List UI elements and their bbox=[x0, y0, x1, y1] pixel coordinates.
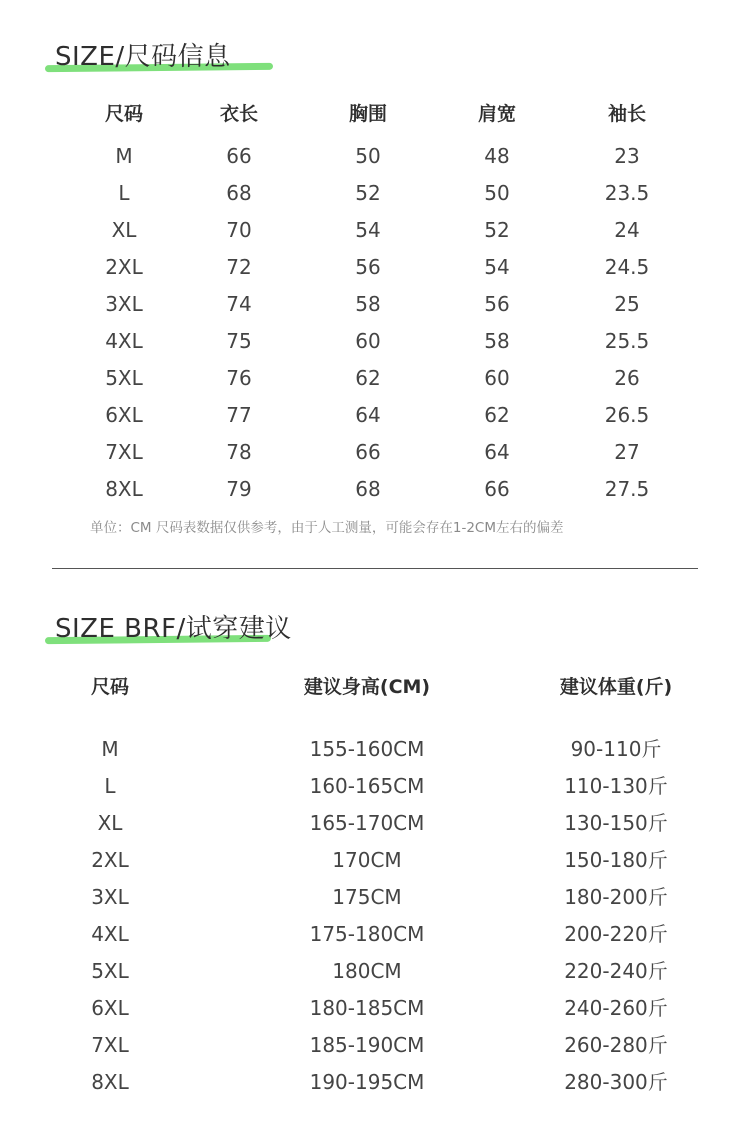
table-row bbox=[0, 326, 750, 356]
cell-weight: 110-130斤 bbox=[564, 774, 668, 798]
cell-size: 5XL bbox=[91, 959, 129, 983]
cell-sleeve: 24.5 bbox=[604, 255, 650, 279]
cell-size: XL bbox=[97, 811, 123, 835]
table-row bbox=[0, 289, 750, 319]
table-row bbox=[0, 363, 750, 393]
table-row bbox=[0, 956, 750, 986]
cell-height: 185-190CM bbox=[309, 1033, 425, 1057]
cell-height: 180CM bbox=[332, 959, 402, 983]
table-row bbox=[0, 1030, 750, 1060]
size-table-header bbox=[0, 99, 750, 129]
cell-shoulder: 66 bbox=[484, 477, 510, 501]
cell-chest: 66 bbox=[355, 440, 381, 464]
cell-chest: 64 bbox=[355, 403, 381, 427]
cell-length: 77 bbox=[226, 403, 252, 427]
cell-height: 165-170CM bbox=[309, 811, 425, 835]
advice-section-title: SIZE BRF/试穿建议 bbox=[55, 614, 292, 644]
table-row bbox=[0, 400, 750, 430]
cell-sleeve: 27.5 bbox=[604, 477, 650, 501]
table-row bbox=[0, 808, 750, 838]
header-height: 建议身高(CM) bbox=[303, 676, 431, 698]
cell-height: 155-160CM bbox=[309, 737, 425, 761]
cell-shoulder: 58 bbox=[484, 329, 510, 353]
cell-weight: 220-240斤 bbox=[564, 959, 668, 983]
size-section-title: SIZE/尺码信息 bbox=[55, 42, 231, 72]
cell-shoulder: 62 bbox=[484, 403, 510, 427]
table-row bbox=[0, 993, 750, 1023]
cell-chest: 60 bbox=[355, 329, 381, 353]
cell-height: 180-185CM bbox=[309, 996, 425, 1020]
cell-size: M bbox=[101, 737, 119, 761]
cell-shoulder: 64 bbox=[484, 440, 510, 464]
cell-shoulder: 52 bbox=[484, 218, 510, 242]
cell-chest: 68 bbox=[355, 477, 381, 501]
cell-length: 72 bbox=[226, 255, 252, 279]
cell-shoulder: 54 bbox=[484, 255, 510, 279]
cell-length: 78 bbox=[226, 440, 252, 464]
cell-size: 4XL bbox=[91, 922, 129, 946]
cell-size: L bbox=[118, 181, 130, 205]
cell-weight: 280-300斤 bbox=[564, 1070, 668, 1094]
cell-size: XL bbox=[111, 218, 137, 242]
cell-sleeve: 26 bbox=[614, 366, 640, 390]
cell-size: 7XL bbox=[105, 440, 143, 464]
cell-height: 175-180CM bbox=[309, 922, 425, 946]
cell-chest: 52 bbox=[355, 181, 381, 205]
cell-size: 8XL bbox=[91, 1070, 129, 1094]
cell-weight: 260-280斤 bbox=[564, 1033, 668, 1057]
cell-sleeve: 26.5 bbox=[604, 403, 650, 427]
cell-size: 5XL bbox=[105, 366, 143, 390]
cell-weight: 130-150斤 bbox=[564, 811, 668, 835]
table-row bbox=[0, 215, 750, 245]
cell-chest: 62 bbox=[355, 366, 381, 390]
table-row bbox=[0, 1067, 750, 1097]
header-sleeve: 袖长 bbox=[607, 103, 647, 125]
measurement-note: 单位：CM 尺码表数据仅供参考，由于人工测量，可能会存在1-2CM左右的偏差 bbox=[90, 520, 564, 536]
cell-size: 6XL bbox=[105, 403, 143, 427]
cell-weight: 200-220斤 bbox=[564, 922, 668, 946]
cell-sleeve: 23.5 bbox=[604, 181, 650, 205]
cell-length: 79 bbox=[226, 477, 252, 501]
cell-size: M bbox=[115, 144, 133, 168]
cell-weight: 90-110斤 bbox=[570, 737, 662, 761]
cell-size: 2XL bbox=[91, 848, 129, 872]
cell-height: 190-195CM bbox=[309, 1070, 425, 1094]
table-row bbox=[0, 141, 750, 171]
cell-length: 70 bbox=[226, 218, 252, 242]
cell-length: 74 bbox=[226, 292, 252, 316]
cell-height: 175CM bbox=[332, 885, 402, 909]
cell-size: 8XL bbox=[105, 477, 143, 501]
cell-shoulder: 48 bbox=[484, 144, 510, 168]
cell-size: 6XL bbox=[91, 996, 129, 1020]
cell-sleeve: 25 bbox=[614, 292, 640, 316]
table-row bbox=[0, 771, 750, 801]
table-row bbox=[0, 252, 750, 282]
cell-weight: 240-260斤 bbox=[564, 996, 668, 1020]
cell-sleeve: 27 bbox=[614, 440, 640, 464]
table-row bbox=[0, 437, 750, 467]
advice-table-header bbox=[0, 672, 750, 702]
cell-size: 2XL bbox=[105, 255, 143, 279]
table-row bbox=[0, 474, 750, 504]
table-row bbox=[0, 178, 750, 208]
header-shoulder: 肩宽 bbox=[477, 103, 517, 125]
cell-size: 7XL bbox=[91, 1033, 129, 1057]
cell-size: 3XL bbox=[91, 885, 129, 909]
cell-chest: 58 bbox=[355, 292, 381, 316]
cell-shoulder: 50 bbox=[484, 181, 510, 205]
header-chest: 胸围 bbox=[348, 103, 388, 125]
section-divider bbox=[52, 568, 698, 569]
cell-shoulder: 60 bbox=[484, 366, 510, 390]
table-row bbox=[0, 882, 750, 912]
cell-size: 4XL bbox=[105, 329, 143, 353]
cell-weight: 150-180斤 bbox=[564, 848, 668, 872]
cell-length: 68 bbox=[226, 181, 252, 205]
table-row bbox=[0, 919, 750, 949]
cell-size: L bbox=[104, 774, 116, 798]
cell-height: 170CM bbox=[332, 848, 402, 872]
cell-chest: 50 bbox=[355, 144, 381, 168]
cell-length: 66 bbox=[226, 144, 252, 168]
cell-height: 160-165CM bbox=[309, 774, 425, 798]
cell-chest: 54 bbox=[355, 218, 381, 242]
cell-sleeve: 23 bbox=[614, 144, 640, 168]
cell-size: 3XL bbox=[105, 292, 143, 316]
header-length: 衣长 bbox=[219, 103, 259, 125]
header-size: 尺码 bbox=[104, 103, 144, 125]
header-size: 尺码 bbox=[90, 676, 130, 698]
cell-sleeve: 24 bbox=[614, 218, 640, 242]
cell-length: 76 bbox=[226, 366, 252, 390]
table-row bbox=[0, 845, 750, 875]
cell-length: 75 bbox=[226, 329, 252, 353]
cell-shoulder: 56 bbox=[484, 292, 510, 316]
table-row bbox=[0, 734, 750, 764]
header-weight: 建议体重(斤) bbox=[559, 676, 673, 698]
cell-weight: 180-200斤 bbox=[564, 885, 668, 909]
cell-sleeve: 25.5 bbox=[604, 329, 650, 353]
cell-chest: 56 bbox=[355, 255, 381, 279]
